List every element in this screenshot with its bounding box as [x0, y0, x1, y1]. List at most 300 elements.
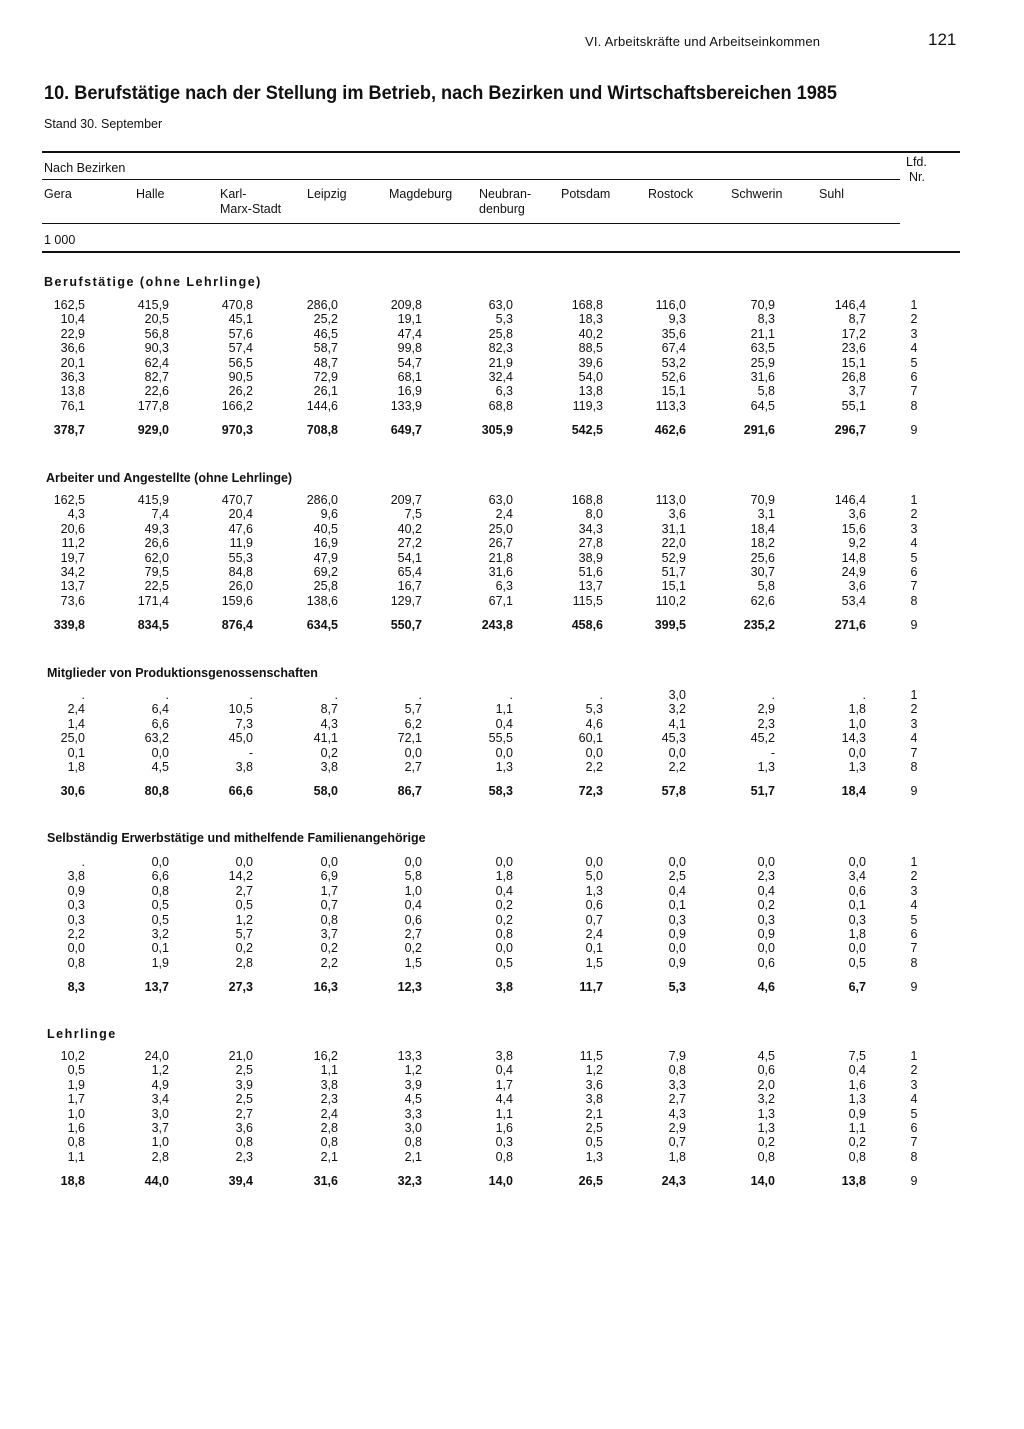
cell-potsdam: 38,9 [578, 550, 603, 565]
cell-neubrandenburg: 6,3 [495, 384, 513, 399]
cell-magdeburg: 4,5 [404, 1092, 422, 1107]
cell-halle: 929,0 [137, 423, 169, 438]
cell-leipzig: 286,0 [306, 298, 338, 312]
cell-gera: 36,3 [60, 369, 85, 384]
total-row [0, 1174, 1024, 1188]
cell-neubrandenburg: 0,2 [495, 898, 513, 913]
cell-rostock: 3,6 [668, 507, 686, 522]
cell-karl-marx-stadt: 2,7 [235, 1106, 253, 1121]
cell-karl-marx-stadt: 45,1 [228, 312, 253, 327]
cell-leipzig: 0,2 [320, 941, 338, 956]
cell-rostock: 1,8 [668, 1149, 686, 1164]
cell-schwerin: 25,9 [750, 355, 775, 370]
cell-leipzig: 0,2 [320, 745, 338, 760]
table-row [0, 913, 1024, 927]
cell-schwerin: 51,7 [750, 784, 775, 799]
cell-neubrandenburg: 0,2 [495, 912, 513, 927]
cell-leipzig: 3,8 [320, 759, 338, 774]
cell-halle: 6,4 [151, 702, 169, 717]
cell-potsdam: 542,5 [571, 423, 603, 438]
cell-gera: 162,5 [53, 493, 85, 507]
cell-gera: 0,3 [67, 912, 85, 927]
table-row [0, 688, 1024, 702]
cell-karl-marx-stadt: 27,3 [228, 980, 253, 995]
row-number: 7 [910, 384, 918, 399]
cell-potsdam: 51,6 [578, 564, 603, 579]
row-number: 9 [910, 784, 918, 799]
cell-schwerin: 3,1 [757, 507, 775, 522]
table-row [0, 1150, 1024, 1164]
district-header-magdeburg: Magdeburg [389, 187, 453, 201]
cell-gera: 0,9 [67, 883, 85, 898]
cell-rostock: 15,1 [661, 384, 686, 399]
cell-magdeburg: 47,4 [397, 326, 422, 341]
cell-neubrandenburg: 3,8 [495, 980, 513, 995]
cell-karl-marx-stadt: - [248, 745, 253, 760]
cell-potsdam: 8,0 [585, 507, 603, 522]
cell-magdeburg: 0,0 [404, 745, 422, 760]
cell-halle: 0,5 [151, 912, 169, 927]
cell-gera: 2,4 [67, 702, 85, 717]
cell-suhl: 6,7 [848, 980, 866, 995]
cell-suhl: 23,6 [841, 341, 866, 356]
cell-neubrandenburg: 82,3 [488, 341, 513, 356]
section-title-arbeiter-angestellte: Arbeiter und Angestellte (ohne Lehrlinge) [46, 471, 293, 485]
cell-gera: 13,7 [60, 579, 85, 594]
cell-magdeburg: 0,2 [404, 941, 422, 956]
district-header-schwerin: Schwerin [731, 187, 783, 201]
cell-potsdam: 72,3 [578, 784, 603, 799]
cell-suhl: 17,2 [841, 326, 866, 341]
cell-rostock: 4,1 [668, 716, 686, 731]
row-number: 6 [910, 369, 918, 384]
cell-halle: 13,7 [144, 980, 169, 995]
cell-halle: 0,0 [151, 745, 169, 760]
cell-potsdam: 54,0 [578, 369, 603, 384]
cell-magdeburg: 0,8 [404, 1135, 422, 1150]
cell-potsdam: 0,0 [585, 745, 603, 760]
cell-karl-marx-stadt: 0,8 [235, 1135, 253, 1150]
table-row [0, 298, 1024, 312]
cell-potsdam: 1,3 [585, 1149, 603, 1164]
cell-halle: 62,0 [144, 550, 169, 565]
cell-neubrandenburg: 1,7 [495, 1077, 513, 1092]
section-lehrlinge-rows [0, 1049, 1024, 1189]
cell-magdeburg: 1,5 [404, 955, 422, 970]
cell-neubrandenburg: 1,8 [495, 869, 513, 884]
cell-suhl: 0,3 [848, 912, 866, 927]
row-number: 8 [910, 955, 918, 970]
row-number: 4 [910, 1092, 918, 1107]
row-number: 3 [910, 716, 918, 731]
cell-rostock: 3,0 [668, 688, 686, 702]
cell-potsdam: 168,8 [571, 298, 603, 312]
cell-neubrandenburg: 6,3 [495, 579, 513, 594]
cell-rostock: 53,2 [661, 355, 686, 370]
cell-halle: 0,0 [151, 855, 169, 869]
cell-gera: 36,6 [60, 341, 85, 356]
cell-halle: 22,5 [144, 579, 169, 594]
cell-rostock: 31,1 [661, 521, 686, 536]
cell-neubrandenburg: 67,1 [488, 593, 513, 608]
cell-leipzig: 2,4 [320, 1106, 338, 1121]
cell-schwerin: 2,3 [757, 869, 775, 884]
cell-rostock: 3,2 [668, 702, 686, 717]
cell-magdeburg: 0,6 [404, 912, 422, 927]
cell-gera: 1,9 [67, 1077, 85, 1092]
cell-rostock: 0,9 [668, 926, 686, 941]
row-number: 9 [910, 980, 918, 995]
header-nach-bezirken: Nach Bezirken [44, 161, 126, 175]
cell-schwerin: 8,3 [757, 312, 775, 327]
cell-potsdam: 26,5 [578, 1174, 603, 1189]
cell-leipzig: 286,0 [306, 493, 338, 507]
cell-magdeburg: 209,8 [390, 298, 422, 312]
header-nr: Nr. [909, 170, 925, 184]
cell-rostock: 35,6 [661, 326, 686, 341]
cell-neubrandenburg: 21,8 [488, 550, 513, 565]
cell-karl-marx-stadt: 84,8 [228, 564, 253, 579]
cell-neubrandenburg: 0,0 [495, 855, 513, 869]
district-header-leipzig: Leipzig [307, 187, 347, 201]
cell-magdeburg: 5,8 [404, 869, 422, 884]
cell-rostock: 116,0 [655, 298, 686, 312]
cell-suhl: 0,5 [848, 955, 866, 970]
cell-leipzig: . [334, 688, 338, 702]
cell-magdeburg: 86,7 [397, 784, 422, 799]
cell-halle: 63,2 [144, 731, 169, 746]
cell-gera: 1,6 [67, 1120, 85, 1135]
cell-magdeburg: . [418, 688, 422, 702]
table-row [0, 746, 1024, 760]
cell-leipzig: 58,7 [313, 341, 338, 356]
cell-gera: 1,1 [67, 1149, 85, 1164]
cell-leipzig: 8,7 [320, 702, 338, 717]
top-rule [42, 151, 960, 153]
cell-halle: 26,6 [144, 536, 169, 551]
cell-rostock: 24,3 [661, 1174, 686, 1189]
cell-neubrandenburg: 5,3 [495, 312, 513, 327]
cell-leipzig: 40,5 [313, 521, 338, 536]
cell-schwerin: 4,6 [757, 980, 775, 995]
cell-neubrandenburg: 25,8 [488, 326, 513, 341]
cell-rostock: 52,9 [661, 550, 686, 565]
cell-suhl: 0,8 [848, 1149, 866, 1164]
cell-suhl: 0,1 [848, 898, 866, 913]
cell-rostock: 4,3 [668, 1106, 686, 1121]
cell-leipzig: 16,2 [313, 1049, 338, 1063]
cell-magdeburg: 7,5 [404, 507, 422, 522]
cell-leipzig: 47,9 [313, 550, 338, 565]
cell-schwerin: 21,1 [750, 326, 775, 341]
cell-suhl: 24,9 [841, 564, 866, 579]
cell-suhl: 26,8 [841, 369, 866, 384]
cell-schwerin: 0,9 [757, 926, 775, 941]
cell-karl-marx-stadt: 20,4 [228, 507, 253, 522]
cell-suhl: 0,0 [848, 855, 866, 869]
cell-neubrandenburg: 0,8 [495, 926, 513, 941]
table-row [0, 760, 1024, 774]
cell-schwerin: 4,5 [757, 1049, 775, 1063]
cell-gera: 2,2 [67, 926, 85, 941]
cell-halle: 62,4 [144, 355, 169, 370]
cell-neubrandenburg: 0,4 [495, 883, 513, 898]
cell-leipzig: 48,7 [313, 355, 338, 370]
cell-suhl: . [862, 688, 866, 702]
cell-gera: 3,8 [67, 869, 85, 884]
cell-neubrandenburg: 68,8 [488, 398, 513, 413]
cell-leipzig: 16,3 [313, 980, 338, 995]
cell-suhl: 271,6 [834, 618, 866, 633]
cell-magdeburg: 550,7 [390, 618, 422, 633]
cell-rostock: 52,6 [661, 369, 686, 384]
cell-magdeburg: 2,7 [404, 926, 422, 941]
row-number: 4 [910, 731, 918, 746]
cell-gera: 10,2 [60, 1049, 85, 1063]
cell-potsdam: 13,7 [578, 579, 603, 594]
row-number: 8 [910, 759, 918, 774]
cell-rostock: 57,8 [661, 784, 686, 799]
row-number: 3 [910, 883, 918, 898]
page-number: 121 [928, 30, 957, 49]
cell-karl-marx-stadt: 26,2 [228, 384, 253, 399]
cell-schwerin: 0,4 [757, 883, 775, 898]
cell-rostock: 67,4 [661, 341, 686, 356]
table-row [0, 717, 1024, 731]
cell-neubrandenburg: 0,8 [495, 1149, 513, 1164]
row-number: 1 [910, 688, 918, 702]
table-row [0, 884, 1024, 898]
cell-schwerin: 45,2 [750, 731, 775, 746]
cell-neubrandenburg: 32,4 [488, 369, 513, 384]
cell-halle: 44,0 [144, 1174, 169, 1189]
table-row [0, 956, 1024, 970]
cell-magdeburg: 12,3 [397, 980, 422, 995]
cell-halle: 171,4 [137, 593, 169, 608]
cell-karl-marx-stadt: 39,4 [228, 1174, 253, 1189]
cell-potsdam: 0,1 [585, 941, 603, 956]
cell-halle: 0,8 [151, 883, 169, 898]
cell-schwerin: 2,9 [757, 702, 775, 717]
cell-magdeburg: 27,2 [397, 536, 422, 551]
cell-gera: 1,0 [67, 1106, 85, 1121]
cell-gera: 162,5 [53, 298, 85, 312]
cell-leipzig: 0,8 [320, 1135, 338, 1150]
cell-leipzig: 41,1 [313, 731, 338, 746]
row-number: 9 [910, 423, 918, 438]
cell-magdeburg: 3,0 [404, 1120, 422, 1135]
cell-halle: 3,2 [151, 926, 169, 941]
cell-potsdam: 4,6 [585, 716, 603, 731]
row-number: 1 [910, 298, 918, 312]
cell-halle: 1,0 [151, 1135, 169, 1150]
row-number: 8 [910, 593, 918, 608]
cell-gera: 25,0 [60, 731, 85, 746]
cell-halle: 6,6 [151, 869, 169, 884]
cell-schwerin: 235,2 [743, 618, 775, 633]
cell-magdeburg: 16,9 [397, 384, 422, 399]
cell-leipzig: 25,8 [313, 579, 338, 594]
table-row [0, 312, 1024, 326]
row-number: 1 [910, 493, 918, 507]
cell-karl-marx-stadt: 45,0 [228, 731, 253, 746]
table-row [0, 579, 1024, 593]
cell-leipzig: 9,6 [320, 507, 338, 522]
section-title-lehrlinge: Lehrlinge [47, 1027, 117, 1041]
section-arbeiter-angestellte-rows [0, 493, 1024, 633]
table-row [0, 702, 1024, 716]
cell-neubrandenburg: 3,8 [495, 1049, 513, 1063]
cell-halle: 2,8 [151, 1149, 169, 1164]
cell-suhl: 146,4 [834, 493, 866, 507]
cell-magdeburg: 32,3 [397, 1174, 422, 1189]
cell-potsdam: 0,5 [585, 1135, 603, 1150]
cell-rostock: 22,0 [661, 536, 686, 551]
cell-halle: 90,3 [144, 341, 169, 356]
cell-rostock: 0,3 [668, 912, 686, 927]
cell-rostock: 113,3 [655, 398, 686, 413]
cell-karl-marx-stadt: 7,3 [235, 716, 253, 731]
table-row [0, 1107, 1024, 1121]
cell-leipzig: 2,3 [320, 1092, 338, 1107]
cell-leipzig: 0,0 [320, 855, 338, 869]
table-row [0, 1063, 1024, 1077]
cell-magdeburg: 209,7 [390, 493, 422, 507]
cell-suhl: 296,7 [834, 423, 866, 438]
table-row [0, 855, 1024, 869]
cell-magdeburg: 99,8 [397, 341, 422, 356]
cell-suhl: 9,2 [848, 536, 866, 551]
cell-potsdam: 34,3 [578, 521, 603, 536]
cell-neubrandenburg: 1,1 [495, 1106, 513, 1121]
cell-leipzig: 0,7 [320, 898, 338, 913]
cell-halle: 3,4 [151, 1092, 169, 1107]
cell-schwerin: 1,3 [757, 759, 775, 774]
cell-schwerin: 14,0 [750, 1174, 775, 1189]
cell-karl-marx-stadt: 21,0 [228, 1049, 253, 1063]
cell-halle: 4,9 [151, 1077, 169, 1092]
cell-potsdam: 1,3 [585, 883, 603, 898]
cell-rostock: 15,1 [661, 579, 686, 594]
cell-schwerin: 0,6 [757, 955, 775, 970]
cell-halle: 834,5 [137, 618, 169, 633]
cell-neubrandenburg: 0,0 [495, 745, 513, 760]
cell-neubrandenburg: 26,7 [488, 536, 513, 551]
cell-potsdam: 60,1 [578, 731, 603, 746]
cell-suhl: 3,7 [848, 384, 866, 399]
cell-suhl: 53,4 [841, 593, 866, 608]
row-number: 1 [910, 1049, 918, 1063]
cell-magdeburg: 0,4 [404, 898, 422, 913]
table-row [0, 898, 1024, 912]
cell-potsdam: 168,8 [571, 493, 603, 507]
cell-halle: 24,0 [144, 1049, 169, 1063]
district-header-potsdam: Potsdam [561, 187, 611, 201]
cell-gera: 0,8 [67, 1135, 85, 1150]
cell-potsdam: 18,3 [578, 312, 603, 327]
section-title-selbstaendige: Selbständig Erwerbstätige und mithelfende Familienangehörige [47, 831, 426, 845]
cell-halle: 49,3 [144, 521, 169, 536]
cell-halle: 0,1 [151, 941, 169, 956]
cell-halle: 1,9 [151, 955, 169, 970]
cell-potsdam: . [599, 688, 603, 702]
cell-karl-marx-stadt: 1,2 [235, 912, 253, 927]
cell-potsdam: 2,5 [585, 1120, 603, 1135]
cell-gera: 378,7 [53, 423, 85, 438]
table-row [0, 869, 1024, 883]
cell-neubrandenburg: 31,6 [488, 564, 513, 579]
cell-schwerin: 62,6 [750, 593, 775, 608]
cell-magdeburg: 72,1 [397, 731, 422, 746]
cell-rostock: 2,9 [668, 1120, 686, 1135]
cell-gera: 0,0 [67, 941, 85, 956]
cell-leipzig: 4,3 [320, 716, 338, 731]
cell-magdeburg: 2,1 [404, 1149, 422, 1164]
district-header-rostock: Rostock [648, 187, 694, 201]
total-row [0, 784, 1024, 798]
cell-magdeburg: 19,1 [397, 312, 422, 327]
cell-potsdam: 1,2 [585, 1063, 603, 1078]
cell-magdeburg: 133,9 [390, 398, 422, 413]
table-row [0, 507, 1024, 521]
cell-suhl: 14,8 [841, 550, 866, 565]
cell-leipzig: 138,6 [306, 593, 338, 608]
cell-suhl: 0,2 [848, 1135, 866, 1150]
cell-suhl: 1,1 [848, 1120, 866, 1135]
cell-suhl: 1,3 [848, 759, 866, 774]
cell-suhl: 0,6 [848, 883, 866, 898]
cell-halle: 1,2 [151, 1063, 169, 1078]
table-row [0, 1092, 1024, 1106]
cell-suhl: 55,1 [841, 398, 866, 413]
cell-schwerin: - [770, 745, 775, 760]
cell-gera: 34,2 [60, 564, 85, 579]
cell-schwerin: 0,3 [757, 912, 775, 927]
cell-rostock: 0,0 [668, 855, 686, 869]
cell-neubrandenburg: 4,4 [495, 1092, 513, 1107]
cell-potsdam: 458,6 [571, 618, 603, 633]
cell-karl-marx-stadt: . [249, 688, 253, 702]
cell-schwerin: 3,2 [757, 1092, 775, 1107]
cell-neubrandenburg: 305,9 [481, 423, 513, 438]
cell-karl-marx-stadt: 11,9 [229, 536, 253, 551]
table-row [0, 1135, 1024, 1149]
cell-rostock: 462,6 [654, 423, 686, 438]
cell-neubrandenburg: 14,0 [488, 1174, 513, 1189]
cell-schwerin: 0,0 [757, 855, 775, 869]
cell-karl-marx-stadt: 3,9 [235, 1077, 253, 1092]
cell-karl-marx-stadt: 2,7 [235, 883, 253, 898]
cell-halle: 0,5 [151, 898, 169, 913]
cell-halle: 7,4 [151, 507, 169, 522]
cell-potsdam: 5,0 [585, 869, 603, 884]
cell-potsdam: 0,0 [585, 855, 603, 869]
cell-potsdam: 27,8 [578, 536, 603, 551]
cell-halle: 82,7 [144, 369, 169, 384]
cell-leipzig: 634,5 [306, 618, 338, 633]
cell-magdeburg: 0,0 [404, 855, 422, 869]
cell-gera: 19,7 [60, 550, 85, 565]
table-row [0, 536, 1024, 550]
row-number: 8 [910, 398, 918, 413]
cell-potsdam: 115,5 [572, 593, 603, 608]
cell-neubrandenburg: 0,4 [495, 1063, 513, 1078]
cell-suhl: 13,8 [841, 1174, 866, 1189]
cell-magdeburg: 3,9 [404, 1077, 422, 1092]
cell-potsdam: 0,7 [585, 912, 603, 927]
table-row [0, 731, 1024, 745]
cell-magdeburg: 649,7 [390, 423, 422, 438]
